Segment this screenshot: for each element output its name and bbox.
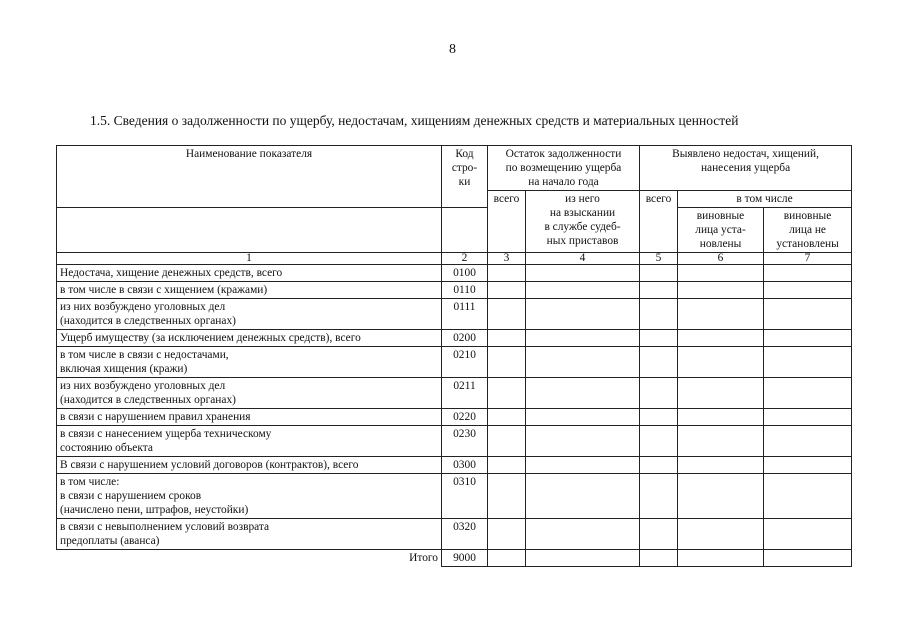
row-code: 0300	[442, 457, 488, 474]
column-number: 1	[57, 253, 442, 265]
value-cell-col-7[interactable]	[764, 282, 852, 299]
value-cell-col-5[interactable]	[640, 474, 678, 519]
value-cell-col-6[interactable]	[678, 330, 764, 347]
header-including: в том числе	[678, 191, 852, 208]
header-code: Код стро- ки	[442, 146, 488, 208]
value-cell-col-7[interactable]	[764, 519, 852, 550]
value-cell-col-6[interactable]	[678, 426, 764, 457]
row-label: в том числе: в связи с нарушением сроков (начислено пени, штрафов, неустойки)	[57, 474, 442, 519]
column-number: 7	[764, 253, 852, 265]
table-row	[57, 409, 852, 426]
header-indicator-cont	[57, 208, 442, 253]
value-cell-total-col-7[interactable]	[764, 550, 852, 567]
column-number: 3	[488, 253, 526, 265]
table-row	[57, 457, 852, 474]
value-cell-col-6[interactable]	[678, 519, 764, 550]
row-label: из них возбуждено уголовных дел (находится в следственных органах)	[57, 299, 442, 330]
value-cell-col-3[interactable]	[488, 330, 526, 347]
row-code: 0220	[442, 409, 488, 426]
value-cell-col-7[interactable]	[764, 330, 852, 347]
value-cell-col-4[interactable]	[526, 330, 640, 347]
table-row	[57, 330, 852, 347]
value-cell-col-5[interactable]	[640, 299, 678, 330]
row-code: 0111	[442, 299, 488, 330]
table-row	[57, 519, 852, 550]
value-cell-col-7[interactable]	[764, 347, 852, 378]
value-cell-col-6[interactable]	[678, 378, 764, 409]
row-code: 0110	[442, 282, 488, 299]
value-cell-col-4[interactable]	[526, 265, 640, 282]
row-label: В связи с нарушением условий договоров (контрактов), всего	[57, 457, 442, 474]
value-cell-col-3[interactable]	[488, 519, 526, 550]
value-cell-col-4[interactable]	[526, 474, 640, 519]
value-cell-col-5[interactable]	[640, 378, 678, 409]
header-guilty-known: виновные лица уста- новлены	[678, 208, 764, 253]
value-cell-col-4[interactable]	[526, 457, 640, 474]
value-cell-col-6[interactable]	[678, 474, 764, 519]
value-cell-col-3[interactable]	[488, 347, 526, 378]
row-code: 0211	[442, 378, 488, 409]
row-label: из них возбуждено уголовных дел (находится в следственных органах)	[57, 378, 442, 409]
debt-table	[56, 145, 852, 567]
value-cell-col-6[interactable]	[678, 265, 764, 282]
row-label: в связи с нарушением правил хранения	[57, 409, 442, 426]
row-code: 0310	[442, 474, 488, 519]
value-cell-col-3[interactable]	[488, 282, 526, 299]
value-cell-col-7[interactable]	[764, 457, 852, 474]
value-cell-col-5[interactable]	[640, 347, 678, 378]
value-cell-col-7[interactable]	[764, 409, 852, 426]
value-cell-col-6[interactable]	[678, 347, 764, 378]
header-bailiffs: из него на взыскании в службе судеб- ных приставов	[526, 191, 640, 253]
header-total: всего	[488, 191, 526, 253]
value-cell-col-7[interactable]	[764, 299, 852, 330]
value-cell-total-col-3[interactable]	[488, 550, 526, 567]
value-cell-col-3[interactable]	[488, 409, 526, 426]
column-number: 2	[442, 253, 488, 265]
value-cell-col-3[interactable]	[488, 474, 526, 519]
value-cell-col-4[interactable]	[526, 282, 640, 299]
total-code: 9000	[442, 550, 488, 567]
value-cell-col-3[interactable]	[488, 426, 526, 457]
column-number: 6	[678, 253, 764, 265]
table-row	[57, 347, 852, 378]
value-cell-col-4[interactable]	[526, 378, 640, 409]
value-cell-total-col-5[interactable]	[640, 550, 678, 567]
header-revealed-group: Выявлено недостач, хищений, нанесения ущерба	[640, 146, 852, 191]
column-number: 5	[640, 253, 678, 265]
row-code: 0200	[442, 330, 488, 347]
table-row	[57, 426, 852, 457]
total-label: Итого	[409, 552, 438, 564]
table-row	[57, 282, 852, 299]
header-indicator: Наименование показателя	[57, 146, 442, 208]
header-balance-group: Остаток задолженности по возмещению ущерба на начало года	[488, 146, 640, 191]
column-numbers-row	[57, 253, 852, 265]
value-cell-col-5[interactable]	[640, 409, 678, 426]
value-cell-col-5[interactable]	[640, 426, 678, 457]
value-cell-col-7[interactable]	[764, 474, 852, 519]
table-row	[57, 265, 852, 282]
value-cell-col-3[interactable]	[488, 378, 526, 409]
header-guilty-unknown: виновные лица не установлены	[764, 208, 852, 253]
value-cell-col-6[interactable]	[678, 282, 764, 299]
row-code: 0320	[442, 519, 488, 550]
row-code: 0100	[442, 265, 488, 282]
value-cell-col-7[interactable]	[764, 378, 852, 409]
row-code: 0230	[442, 426, 488, 457]
value-cell-col-4[interactable]	[526, 347, 640, 378]
section-title: 1.5. Сведения о задолженности по ущербу, недостачам, хищениям денежных средств и материальных ценностей	[90, 113, 739, 128]
table-row	[57, 299, 852, 330]
row-label: в связи с невыполнением условий возврата предоплаты (аванса)	[57, 519, 442, 550]
value-cell-col-4[interactable]	[526, 409, 640, 426]
value-cell-col-6[interactable]	[678, 409, 764, 426]
table-row	[57, 474, 852, 519]
value-cell-col-5[interactable]	[640, 330, 678, 347]
value-cell-col-7[interactable]	[764, 265, 852, 282]
row-code: 0210	[442, 347, 488, 378]
value-cell-total-col-6[interactable]	[678, 550, 764, 567]
value-cell-col-6[interactable]	[678, 299, 764, 330]
value-cell-col-3[interactable]	[488, 457, 526, 474]
row-label: в том числе в связи с недостачами, включая хищения (кражи)	[57, 347, 442, 378]
total-row	[57, 550, 852, 567]
value-cell-col-3[interactable]	[488, 265, 526, 282]
value-cell-col-6[interactable]	[678, 457, 764, 474]
row-label: в том числе в связи с хищением (кражами)	[57, 282, 442, 299]
header-code-cont	[442, 208, 488, 253]
value-cell-col-4[interactable]	[526, 519, 640, 550]
row-label: в связи с нанесением ущерба техническому состоянию объекта	[57, 426, 442, 457]
table-row	[57, 378, 852, 409]
value-cell-col-5[interactable]	[640, 282, 678, 299]
value-cell-col-7[interactable]	[764, 426, 852, 457]
column-number: 4	[526, 253, 640, 265]
value-cell-col-5[interactable]	[640, 457, 678, 474]
value-cell-col-5[interactable]	[640, 265, 678, 282]
value-cell-col-4[interactable]	[526, 426, 640, 457]
page-number: 8	[449, 42, 456, 57]
row-label: Недостача, хищение денежных средств, всего	[57, 265, 442, 282]
header-total-revealed: всего	[640, 191, 678, 253]
row-label: Ущерб имуществу (за исключением денежных средств), всего	[57, 330, 442, 347]
value-cell-total-col-4[interactable]	[526, 550, 640, 567]
value-cell-col-3[interactable]	[488, 299, 526, 330]
value-cell-col-4[interactable]	[526, 299, 640, 330]
value-cell-col-5[interactable]	[640, 519, 678, 550]
